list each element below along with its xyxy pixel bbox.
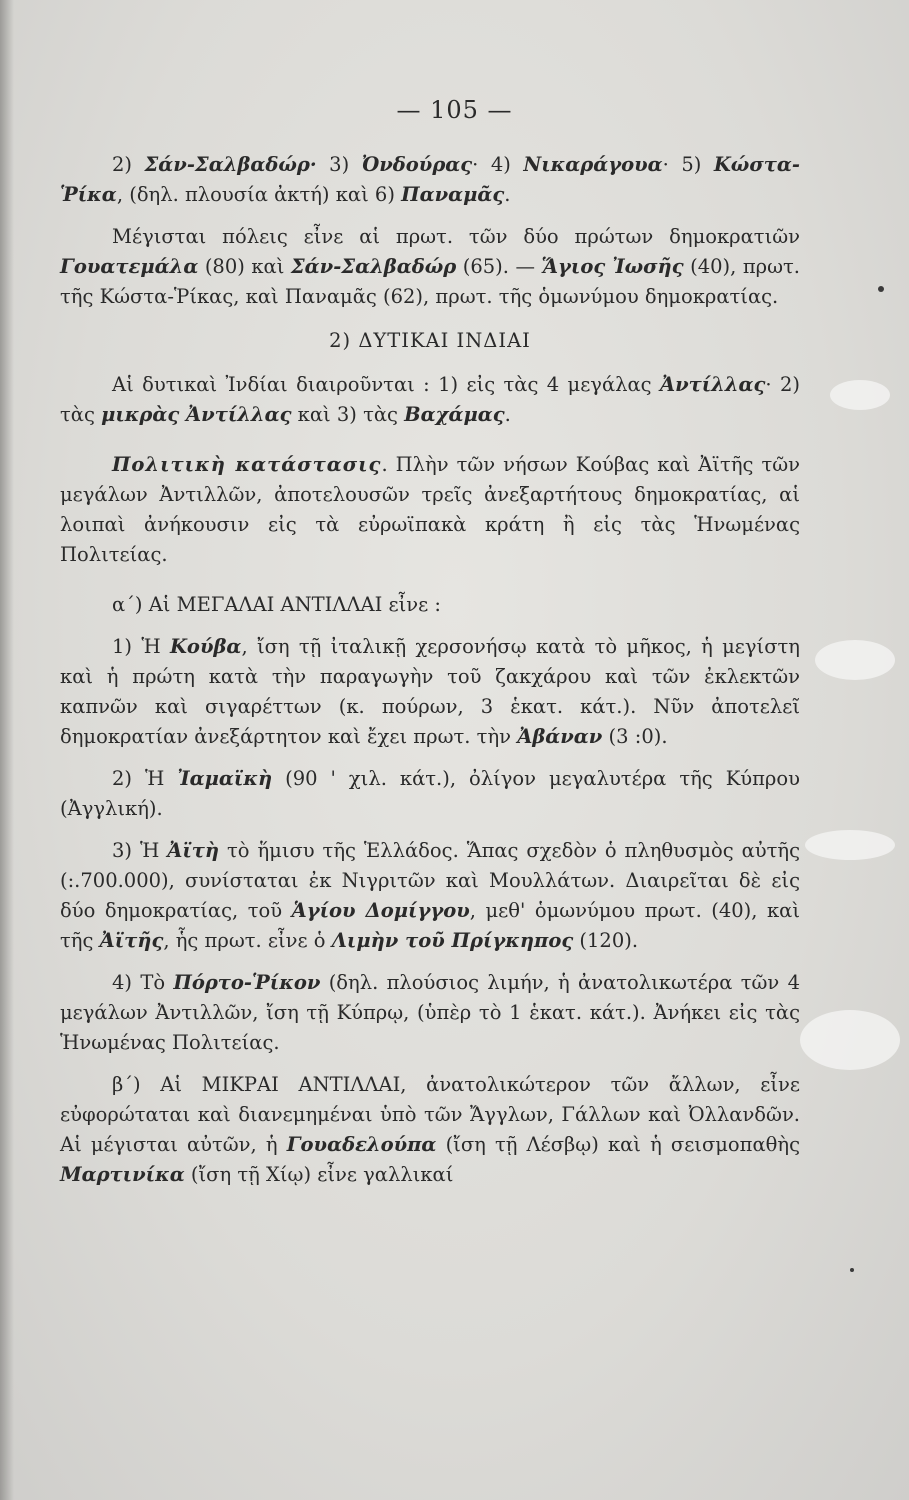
- emphasized-term: Ἰαμαϊκὴ: [177, 767, 273, 790]
- emphasized-term: Λιμὴν τοῦ Πρίγκηπος: [331, 929, 574, 952]
- text-run: 4) Τὸ: [112, 971, 174, 994]
- text-run: (65). —: [456, 255, 542, 278]
- text-run: (3 :0).: [602, 725, 668, 748]
- text-run: (ἴση τῇ Χίῳ) εἶνε γαλλικαί: [184, 1163, 454, 1186]
- text-run: 3) Ἡ: [112, 839, 168, 862]
- text-run: · 5): [662, 153, 714, 176]
- emphasized-term: Ἀβάναν: [517, 725, 603, 748]
- text-run: (δηλ. πλούσιος λιμήν, ἡ ἀνατολικωτέρα τῶν 4 μεγάλων Ἀντιλλῶν, ἴση τῇ Κύπρῳ, (ὑπὲρ τὸ 1 ἑκατ. κάτ.). Ἀνήκει εἰς τὰς Ἡνωμένας Πολιτείας.: [60, 971, 800, 1054]
- emphasized-term: Ὀνδούρας: [361, 153, 473, 176]
- emphasized-term: Σάν-Σαλβαδώρ·: [144, 153, 317, 176]
- text-run: καὶ 3) τὰς: [291, 403, 405, 426]
- emphasized-term: Πόρτο-Ῥίκον: [173, 971, 321, 994]
- paragraph: [60, 150, 800, 210]
- emphasized-term: Πολιτικὴ κατάστασις: [112, 453, 382, 476]
- emphasized-term: Βαχάμας: [404, 403, 505, 426]
- paragraph: [60, 222, 800, 312]
- body-text: [60, 150, 800, 1190]
- text-run: , ἧς πρωτ. εἶνε ὁ: [163, 929, 332, 952]
- emphasized-term: Παναμᾶς: [401, 183, 505, 206]
- paragraph: [60, 968, 800, 1058]
- paper-stain: [815, 640, 895, 680]
- text-run: . Πλὴν τῶν νήσων Κούβας καὶ Ἀϊτῆς τῶν μεγάλων Ἀντιλλῶν, ἀποτελουσῶν τρεῖς ἀνεξαρτήτους δημοκρατίας, αἱ λοιπαὶ ἀνήκουσιν εἰς τὰ εὐρωϊπακὰ κράτη ἢ εἰς τὰς Ἡνωμένας Πολιτείας.: [60, 453, 800, 566]
- paragraph: [60, 836, 800, 956]
- emphasized-term: Μαρτινίκα: [60, 1163, 185, 1186]
- paper-stain: [805, 830, 895, 860]
- ink-dot: [850, 1268, 854, 1272]
- text-run: 1) Ἡ: [112, 635, 170, 658]
- text-run: 3): [316, 153, 362, 176]
- emphasized-term: Κούβα: [169, 635, 242, 658]
- emphasized-term: Ἀϊτῆς: [99, 929, 164, 952]
- emphasized-term: μικρὰς Ἀντίλλας: [101, 403, 292, 426]
- text-run: 2): [112, 153, 145, 176]
- emphasized-term: Ἁγίου Δομίγγου: [291, 899, 470, 922]
- emphasized-term: Γουαδελούπα: [286, 1133, 437, 1156]
- ink-dot: [878, 286, 884, 292]
- emphasized-term: Νικαράγουα: [523, 153, 663, 176]
- text-run: β΄) Αἱ ΜΙΚΡΑΙ ΑΝΤΙΛΛΑΙ, ἀνατολικώτερον τῶν ἄλλων, εἶνε εὐφορώταται καὶ διανεμημέναι ὑπὸ τῶν Ἄγγλων, Γάλλων καὶ Ὀλλανδῶν. Αἱ μέγισται αὐτῶν, ἡ: [60, 1073, 800, 1156]
- text-run: (40), πρωτ. τῆς Κώστα-Ῥίκας, καὶ Παναμᾶς (62), πρωτ. τῆς ὁμωνύμου δημοκρατίας.: [60, 255, 801, 308]
- text-run: (90 ' χιλ. κάτ.), ὀλίγον μεγαλυτέρα τῆς Κύπρου (Ἀγγλική).: [60, 767, 800, 820]
- paper-stain: [830, 380, 890, 410]
- paragraph: [60, 1070, 800, 1190]
- text-run: , (δηλ. πλουσία ἀκτή) καὶ 6): [116, 183, 402, 206]
- page-number: — 105 —: [396, 96, 513, 124]
- paragraph: [60, 632, 800, 752]
- text-run: 2) Ἡ: [112, 767, 178, 790]
- text-run: , μεθ' ὁμωνύμου πρωτ. (40), καὶ τῆς: [60, 899, 800, 952]
- text-run: Μέγισται πόλεις εἶνε αἱ πρωτ. τῶν δύο πρώτων δημοκρατιῶν: [112, 225, 800, 248]
- paper-stain: [800, 1010, 900, 1070]
- emphasized-term: Ἀϊτὴ: [167, 839, 220, 862]
- text-run: · 4): [472, 153, 524, 176]
- emphasized-term: Ἅγιος Ἰωσῆς: [541, 255, 684, 278]
- text-run: , ἴση τῇ ἰταλικῇ χερσονήσῳ κατὰ τὸ μῆκος, ἡ μεγίστη καὶ ἡ πρώτη κατὰ τὴν παραγωγὴν τοῦ ζακχάρου καὶ τῶν ἐκλεκτῶν καπνῶν καὶ σιγαρέττων (κ. πούρων, 3 ἑκατ. κάτ.). Νῦν ἀποτελεῖ δημοκρατίαν ἀνεξάρτητον καὶ ἔχει πρωτ. τὴν: [60, 635, 800, 748]
- paragraph: [60, 450, 800, 570]
- text-run: α΄) Αἱ ΜΕΓΑΛΑΙ ΑΝΤΙΛΛΑΙ εἶνε :: [112, 593, 442, 616]
- binding-shadow: [0, 0, 14, 1500]
- emphasized-term: Γουατεμάλα: [60, 255, 199, 278]
- text-run: 2) ΔΥΤΙΚΑΙ ΙΝΔΙΑΙ: [329, 329, 531, 352]
- emphasized-term: Ἀντίλλας: [659, 373, 766, 396]
- paragraph: [60, 370, 800, 430]
- emphasized-term: Κώστα-Ῥίκα: [60, 153, 800, 206]
- section-heading: [60, 326, 800, 356]
- paragraph: [60, 764, 800, 824]
- text-run: (ἴση τῇ Λέσβῳ) καὶ ἡ σεισμοπαθὴς: [436, 1133, 800, 1156]
- text-run: Αἱ δυτικαὶ Ἰνδίαι διαιροῦνται : 1) εἰς τὰς 4 μεγάλας: [112, 373, 660, 396]
- emphasized-term: Σάν-Σαλβαδώρ: [290, 255, 457, 278]
- text-run: (120).: [573, 929, 639, 952]
- text-run: τὸ ἥμισυ τῆς Ἑλλάδος. Ἅπας σχεδὸν ὁ πληθυσμὸς αὐτῆς (:.700.000), συνίσταται ἐκ Νιγριτῶν καὶ Μουλλάτων. Διαιρεῖται δὲ εἰς δύο δημοκρατίας, τοῦ: [60, 839, 800, 922]
- text-run: .: [504, 403, 511, 426]
- paragraph: [60, 590, 800, 620]
- text-run: .: [504, 183, 511, 206]
- text-run: · 2) τὰς: [60, 373, 800, 426]
- text-run: (80) καὶ: [198, 255, 291, 278]
